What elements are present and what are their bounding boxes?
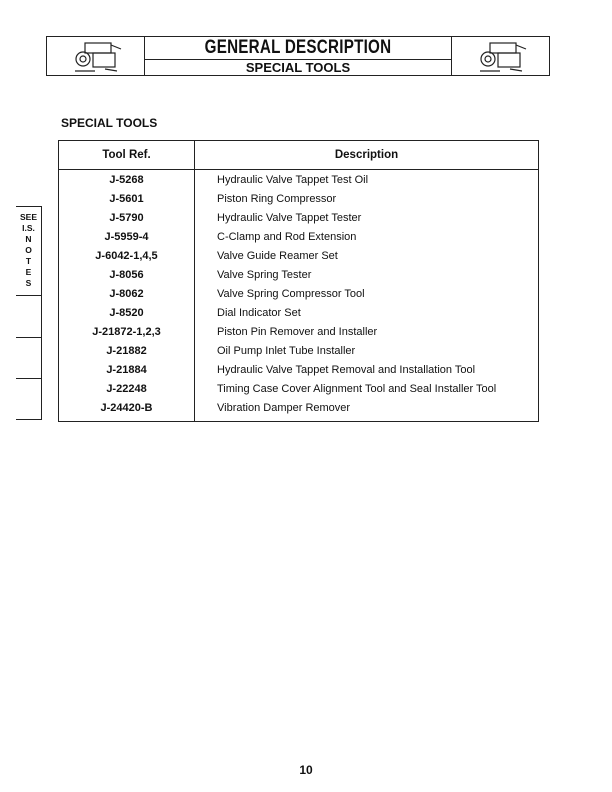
tool-ref: J-8056 — [59, 265, 195, 284]
tool-ref: J-6042-1,4,5 — [59, 246, 195, 265]
tool-ref: J-5268 — [59, 170, 195, 190]
tool-ref: J-24420-B — [59, 398, 195, 422]
side-is: I.S. — [22, 223, 35, 233]
table-row — [59, 265, 539, 284]
tool-ref: J-8062 — [59, 284, 195, 303]
tool-description: Valve Spring Tester — [217, 268, 312, 281]
header-subtitle: SPECIAL TOOLS — [145, 59, 451, 75]
see-is-notes-tab — [16, 206, 42, 420]
tool-ref: J-21882 — [59, 341, 195, 360]
table-row — [59, 227, 539, 246]
section-title: SPECIAL TOOLS — [61, 116, 158, 130]
tool-description: Oil Pump Inlet Tube Installer — [217, 344, 356, 357]
table-row — [59, 189, 539, 208]
table-row — [59, 303, 539, 322]
header-title: GENERAL DESCRIPTION — [204, 37, 392, 58]
tool-ref: J-22248 — [59, 379, 195, 398]
tool-ref: J-8520 — [59, 303, 195, 322]
engine-illustration-left — [47, 37, 145, 75]
tool-ref: J-21872-1,2,3 — [59, 322, 195, 341]
table-row — [59, 322, 539, 341]
table-row — [59, 284, 539, 303]
tool-description: Hydraulic Valve Tappet Tester — [217, 211, 362, 224]
tool-description: Hydraulic Valve Tappet Removal and Installation Tool — [217, 363, 476, 376]
table-row — [59, 398, 539, 422]
tool-ref: J-5790 — [59, 208, 195, 227]
table-row — [59, 360, 539, 379]
tool-description: Timing Case Cover Alignment Tool and Seal Installer Tool — [217, 382, 497, 395]
side-t: T — [25, 256, 32, 266]
side-see: SEE — [19, 212, 37, 222]
column-header-tool-ref: Tool Ref. — [59, 141, 195, 170]
special-tools-table — [58, 140, 539, 422]
side-e: E — [25, 267, 32, 277]
engine-illustration-right — [451, 37, 549, 75]
page-number: 10 — [299, 763, 313, 777]
tool-description: Piston Pin Remover and Installer — [217, 325, 378, 338]
tool-description: Piston Ring Compressor — [217, 192, 337, 205]
table-row — [59, 208, 539, 227]
tool-description: Valve Spring Compressor Tool — [217, 287, 365, 300]
engine-icon — [65, 39, 127, 73]
table-row — [59, 170, 539, 190]
side-s: S — [25, 278, 32, 288]
tool-description: Dial Indicator Set — [217, 306, 301, 319]
tool-description: Hydraulic Valve Tappet Test Oil — [217, 173, 369, 186]
side-o: O — [25, 245, 32, 255]
engine-icon — [470, 39, 532, 73]
tool-ref: J-5601 — [59, 189, 195, 208]
table-row — [59, 379, 539, 398]
tool-description: C-Clamp and Rod Extension — [217, 230, 357, 243]
tool-description: Vibration Damper Remover — [217, 401, 351, 414]
side-n: N — [25, 234, 32, 244]
tool-ref: J-21884 — [59, 360, 195, 379]
column-header-description: Description — [195, 141, 539, 170]
page-header — [46, 36, 550, 76]
table-row — [59, 341, 539, 360]
tool-description: Valve Guide Reamer Set — [217, 249, 338, 262]
tool-ref: J-5959-4 — [59, 227, 195, 246]
table-row — [59, 246, 539, 265]
